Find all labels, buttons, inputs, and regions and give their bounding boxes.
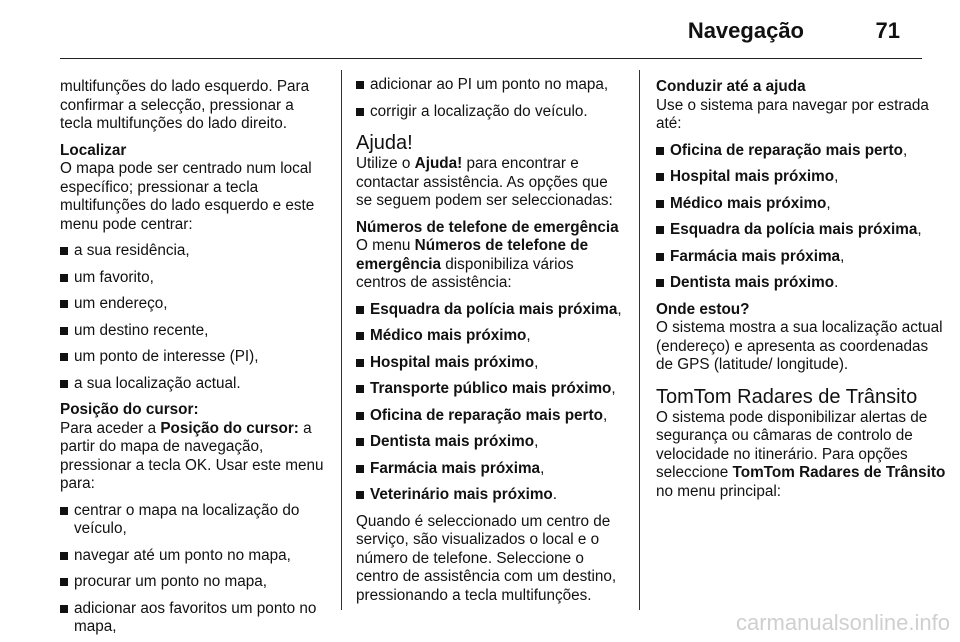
onde-text: O sistema mostra a sua localização actual (endereço) e apresenta as coordenadas de GPS (latitude/ longitude). xyxy=(656,319,943,373)
list-item: Hospital mais próximo, xyxy=(656,168,946,187)
numeros-list xyxy=(356,301,624,505)
list-item: Farmácia mais próxima, xyxy=(656,248,946,267)
list-item: Médico mais próximo, xyxy=(356,327,624,346)
localizar-list xyxy=(60,242,325,393)
list-item: um destino recente, xyxy=(60,322,325,341)
onde-heading: Onde estou? xyxy=(656,300,750,318)
conduzir-text: Use o sistema para navegar por estrada até: xyxy=(656,96,929,132)
list-item: Médico mais próximo, xyxy=(656,195,946,214)
column-1 xyxy=(60,78,325,637)
list-item: Oficina de reparação mais perto, xyxy=(656,142,946,161)
column-2 xyxy=(356,76,624,605)
list-item: Dentista mais próximo. xyxy=(656,274,946,293)
list-item: um favorito, xyxy=(60,269,325,288)
list-item: procurar um ponto no mapa, xyxy=(60,573,325,592)
list-item: Farmácia mais próxima, xyxy=(356,460,624,479)
cursor-text: Para aceder a Posição do cursor: a partir do mapa de navegação, pressionar a tecla OK. Usar este menu para: xyxy=(60,419,324,492)
intro-paragraph: multifunções do lado esquerdo. Para confirmar a selecção, pressionar a tecla multifunções do lado direito. xyxy=(60,78,310,132)
list-item: Transporte público mais próximo, xyxy=(356,380,624,399)
list-item: Oficina de reparação mais perto, xyxy=(356,407,624,426)
list-item: a sua residência, xyxy=(60,242,325,261)
list-item: navegar até um ponto no mapa, xyxy=(60,547,325,566)
list-item: um endereço, xyxy=(60,295,325,314)
list-item: a sua localização actual. xyxy=(60,375,325,394)
column-divider-1 xyxy=(341,70,342,610)
localizar-text: O mapa pode ser centrado num local específico; pressionar a tecla multifunções do lado esquerdo e este menu pode centrar: xyxy=(60,160,315,233)
outro-paragraph: Quando é seleccionado um centro de serviço, são visualizados o local e o número de telefone. Seleccione o centro de assistência com um destino, pressionando a tecla multifunções. xyxy=(356,512,617,604)
list-item: um ponto de interesse (PI), xyxy=(60,348,325,367)
conduzir-list xyxy=(656,142,946,293)
list-item: adicionar ao PI um ponto no mapa, xyxy=(356,76,624,95)
numeros-heading: Números de telefone de emergência xyxy=(356,218,619,236)
watermark: carmanualsonline.info xyxy=(735,610,950,635)
column-divider-2 xyxy=(639,70,640,610)
list-item: centrar o mapa na localização do veículo, xyxy=(60,502,325,539)
page-number: 71 xyxy=(875,18,900,43)
tomtom-text: O sistema pode disponibilizar alertas de segurança ou câmaras de controlo de velocidade no itinerário. Para opções seleccione TomTom Radares de Trânsito no menu principal: xyxy=(656,408,946,500)
cursor-list-continued xyxy=(356,76,624,121)
header-rule xyxy=(60,58,922,59)
cursor-heading: Posição do cursor: xyxy=(60,401,199,418)
list-item: Veterinário mais próximo. xyxy=(356,486,624,505)
numeros-text: O menu Números de telefone de emergência disponibiliza vários centros de assistência: xyxy=(356,237,589,291)
column-3 xyxy=(656,78,946,501)
ajuda-text: Utilize o Ajuda! para encontrar e contactar assistência. As opções que se seguem podem ser seleccionadas: xyxy=(356,155,613,209)
conduzir-heading: Conduzir até a ajuda xyxy=(656,78,806,95)
list-item: corrigir a localização do veículo. xyxy=(356,103,624,122)
ajuda-heading: Ajuda! xyxy=(356,132,413,154)
page-title: Navegação xyxy=(687,18,804,43)
list-item: Hospital mais próximo, xyxy=(356,354,624,373)
list-item: Esquadra da polícia mais próxima, xyxy=(656,221,946,240)
list-item: Esquadra da polícia mais próxima, xyxy=(356,301,624,320)
list-item: Dentista mais próximo, xyxy=(356,433,624,452)
localizar-heading: Localizar xyxy=(60,141,127,159)
list-item: adicionar aos favoritos um ponto no mapa, xyxy=(60,600,325,637)
cursor-list xyxy=(60,502,325,637)
page-header xyxy=(60,0,900,56)
tomtom-heading: TomTom Radares de Trânsito xyxy=(656,385,918,408)
